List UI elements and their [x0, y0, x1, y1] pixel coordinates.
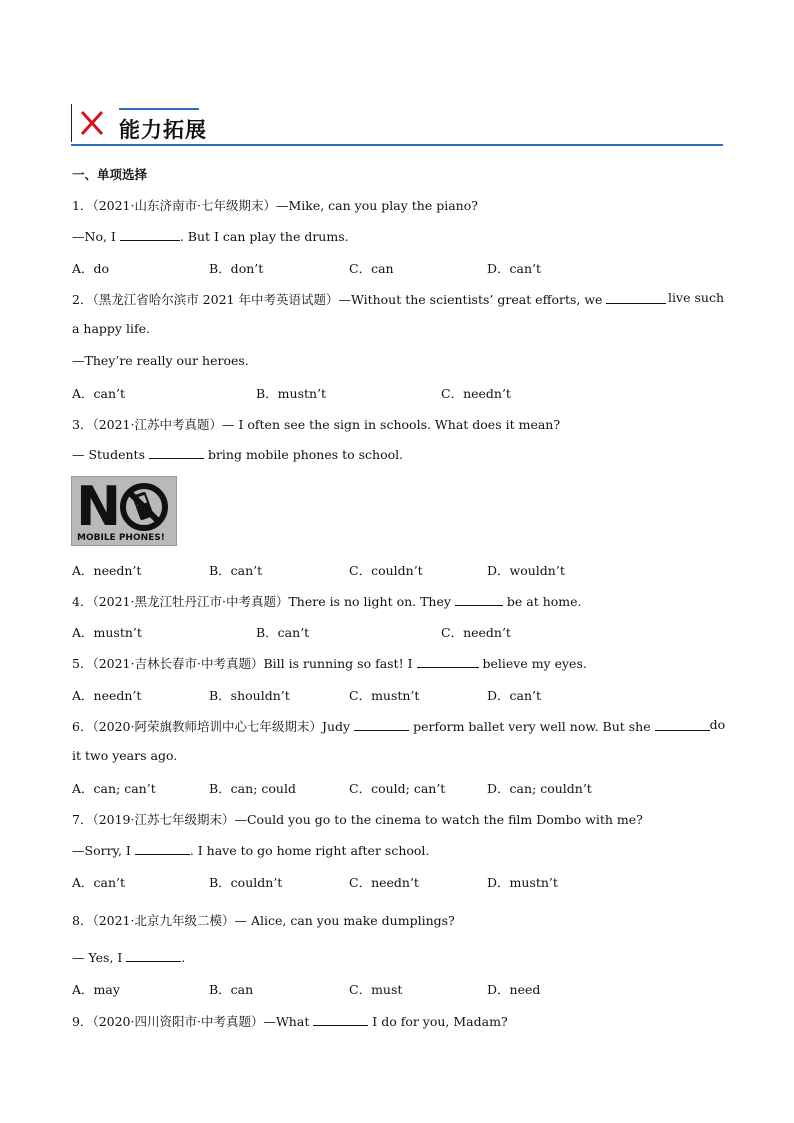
reply-text: . But I can play the drums.: [179, 229, 349, 244]
reply-text: . I have to go home right after school.: [189, 843, 430, 858]
question-4-stem: [72, 592, 582, 610]
stem-text: 4．（2021·黑龙江牡丹江市·中考真题）There is no light on. They: [72, 594, 455, 609]
close-icon: [80, 109, 104, 137]
answer-blank: [135, 842, 190, 855]
option-b[interactable]: B．couldn’t: [209, 875, 283, 890]
option-c[interactable]: C．can: [349, 261, 394, 276]
option-a[interactable]: A．needn’t: [72, 688, 142, 703]
option-b[interactable]: B．don’t: [209, 261, 264, 276]
option-c[interactable]: C．needn’t: [349, 875, 419, 890]
question-7-stem: 7．（2019·江苏七年级期末）—Could you go to the cinema to watch the film Dombo with me?: [72, 812, 643, 827]
option-c[interactable]: C．could; can’t: [349, 781, 446, 796]
option-a[interactable]: A．can’t: [72, 386, 126, 401]
question-3-stem: 3．（2021·江苏中考真题）— I often see the sign in schools. What does it mean?: [72, 417, 561, 432]
option-b[interactable]: B．can: [209, 982, 254, 997]
reply-text: —No, I: [72, 229, 120, 244]
stem-text: believe my eyes.: [478, 656, 587, 671]
stem-text: be at home.: [502, 594, 582, 609]
question-2-stem-cont: a happy life.: [72, 321, 150, 336]
option-a[interactable]: A．can; can’t: [72, 781, 156, 796]
question-6-stem-cont: it two years ago.: [72, 748, 178, 763]
option-c[interactable]: C．needn’t: [441, 386, 511, 401]
stem-text: do: [709, 717, 726, 732]
question-8-stem: 8．（2021·北京九年级二模）— Alice, can you make dumplings?: [72, 913, 455, 928]
option-a[interactable]: A．mustn’t: [72, 625, 142, 640]
option-a[interactable]: A．do: [72, 261, 110, 276]
sign-letter: N: [76, 477, 122, 538]
sign-caption: MOBILE PHONES!: [77, 533, 165, 543]
answer-blank: [354, 718, 409, 731]
question-3-reply: [72, 446, 403, 462]
option-c[interactable]: C．couldn’t: [349, 563, 423, 578]
stem-text: 9．（2020·四川资阳市·中考真题）—What: [72, 1014, 314, 1029]
no-mobile-phones-sign: [71, 476, 177, 546]
header-bottom-rule: [71, 144, 723, 146]
answer-blank: [313, 1013, 368, 1026]
option-d[interactable]: D．can’t: [487, 688, 542, 703]
option-b[interactable]: B．can; could: [209, 781, 296, 796]
section-heading: 一、单项选择: [72, 167, 148, 182]
reply-text: — Yes, I: [72, 950, 127, 965]
question-8-reply: [72, 949, 185, 965]
option-d[interactable]: D．need: [487, 982, 541, 997]
answer-blank: [126, 949, 181, 962]
answer-blank: [120, 228, 180, 241]
reply-text: —Sorry, I: [72, 843, 135, 858]
option-d[interactable]: D．can; couldn’t: [487, 781, 592, 796]
page-title: 能力拓展: [119, 118, 207, 142]
option-a[interactable]: A．may: [72, 982, 120, 997]
answer-blank: [655, 718, 710, 731]
stem-text: perform ballet very well now. But she: [409, 719, 655, 734]
reply-text: bring mobile phones to school.: [203, 447, 404, 462]
stem-text: 5．（2021·吉林长春市·中考真题）Bill is running so fast! I: [72, 656, 417, 671]
option-c[interactable]: C．needn’t: [441, 625, 511, 640]
option-a[interactable]: A．needn’t: [72, 563, 142, 578]
question-9-stem: [72, 1012, 508, 1030]
question-5-stem: [72, 654, 587, 672]
question-1-reply: [72, 228, 349, 244]
answer-blank: [606, 291, 666, 304]
answer-blank: [149, 446, 204, 459]
option-d[interactable]: D．wouldn’t: [487, 563, 565, 578]
stem-text: 6．（2020·阿荣旗教师培训中心七年级期末）Judy: [72, 719, 355, 734]
question-2-reply: —They’re really our heroes.: [72, 353, 249, 368]
question-1-stem: 1．（2021·山东济南市·七年级期末）—Mike, can you play the piano?: [72, 198, 478, 213]
question-7-reply: [72, 842, 429, 858]
option-b[interactable]: B．can’t: [209, 563, 263, 578]
header-box: [71, 104, 110, 142]
stem-text: 2．（黑龙江省哈尔滨市 2021 年中考英语试题）—Without the scientists’ great efforts, we: [72, 292, 607, 307]
option-b[interactable]: B．mustn’t: [256, 386, 327, 401]
reply-text: — Students: [72, 447, 149, 462]
answer-blank: [455, 593, 503, 606]
option-c[interactable]: C．mustn’t: [349, 688, 420, 703]
option-b[interactable]: B．can’t: [256, 625, 310, 640]
question-6-stem: [72, 717, 724, 735]
stem-text: I do for you, Madam?: [368, 1014, 508, 1029]
option-d[interactable]: D．can’t: [487, 261, 542, 276]
option-d[interactable]: D．mustn’t: [487, 875, 558, 890]
option-b[interactable]: B．shouldn’t: [209, 688, 290, 703]
question-2-stem: [72, 290, 724, 308]
no-phone-icon: [72, 477, 176, 545]
section-header: [71, 104, 723, 146]
option-a[interactable]: A．can’t: [72, 875, 126, 890]
answer-blank: [417, 655, 479, 668]
header-top-rule: [119, 108, 199, 110]
option-c[interactable]: C．must: [349, 982, 403, 997]
stem-text: live such: [668, 290, 724, 305]
reply-text: .: [181, 950, 186, 965]
